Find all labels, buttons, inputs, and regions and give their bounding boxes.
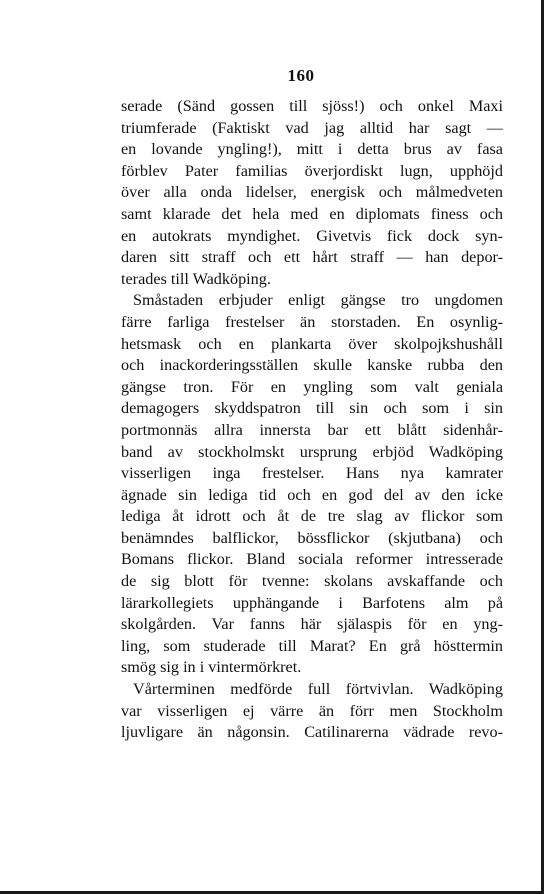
text-line: serade (Sänd gossen till sjöss!) och onkel Maxi — [121, 97, 503, 115]
text-line: de sig blott för tvenne: skolans avskaffande och — [121, 572, 503, 591]
text-line: ägnade sin lediga tid och en god del av den icke — [121, 485, 503, 504]
text-line: färre farliga frestelser än storstaden. En osynlig- — [121, 312, 503, 331]
text-line: förblev Pater familias överjordiskt lugn, upphöjd — [121, 161, 503, 180]
text-line: Småstaden erbjuder enligt gängse tro ungdomen — [133, 291, 503, 310]
text-line: lärarkollegiets upphängande i Barfotens alm på — [121, 593, 503, 612]
text-line: terades till Wadköping. — [121, 269, 271, 288]
text-line: och inackorderingsställen skulle kanske rubba den — [121, 356, 503, 375]
text-line: skolgården. Var fanns här själaspis för en yng- — [121, 615, 503, 634]
text-line: ljuvligare än någonsin. Catilinarerna vädrade revo- — [121, 723, 503, 742]
text-line: visserligen inga frestelser. Hans nya kamrater — [121, 464, 503, 483]
text-line: demagogers skyddspatron till sin och som i sin — [121, 399, 503, 418]
text-line: band av stockholmskt ursprung erbjöd Wadköping — [121, 442, 503, 461]
text-line: daren sitt straff och ett hårt straff — han depor- — [121, 248, 503, 267]
text-line: över alla onda lidelser, energisk och målmedveten — [121, 183, 503, 202]
text-line: benämndes balflickor, bössflickor (skjutbana) och — [121, 528, 503, 547]
text-line: portmonnäs allra innersta bar ett blått sidenhår- — [121, 420, 503, 439]
text-line: var visserligen ej värre än förr men Stockholm — [121, 701, 503, 720]
page-number: 160 — [287, 66, 315, 85]
text-line: ling, som studerade till Marat? En grå hösttermin — [121, 636, 503, 655]
text-line: triumferade (Faktiskt vad jag alltid har sagt — — [121, 118, 503, 137]
text-line: Vårterminen medförde full förtvivlan. Wadköping — [133, 680, 503, 699]
text-line: hetsmask och en plankarta över skolpojkshushåll — [121, 334, 503, 353]
text-line: en lovande yngling!), mitt i detta brus av fasa — [121, 140, 503, 159]
text-line: smög sig in i vintermörkret. — [121, 658, 302, 677]
text-line: Bomans flickor. Bland sociala reformer intresserade — [121, 550, 503, 569]
text-line: samt klarade det hela med en diplomats finess och — [121, 204, 503, 223]
text-line: lediga åt idrott och åt de tre slag av flickor som — [121, 507, 503, 526]
body-text — [121, 96, 503, 744]
text-line: en autokrats myndighet. Givetvis fick dock syn- — [121, 226, 503, 245]
text-line: gängse tron. För en yngling som valt geniala — [121, 377, 503, 396]
